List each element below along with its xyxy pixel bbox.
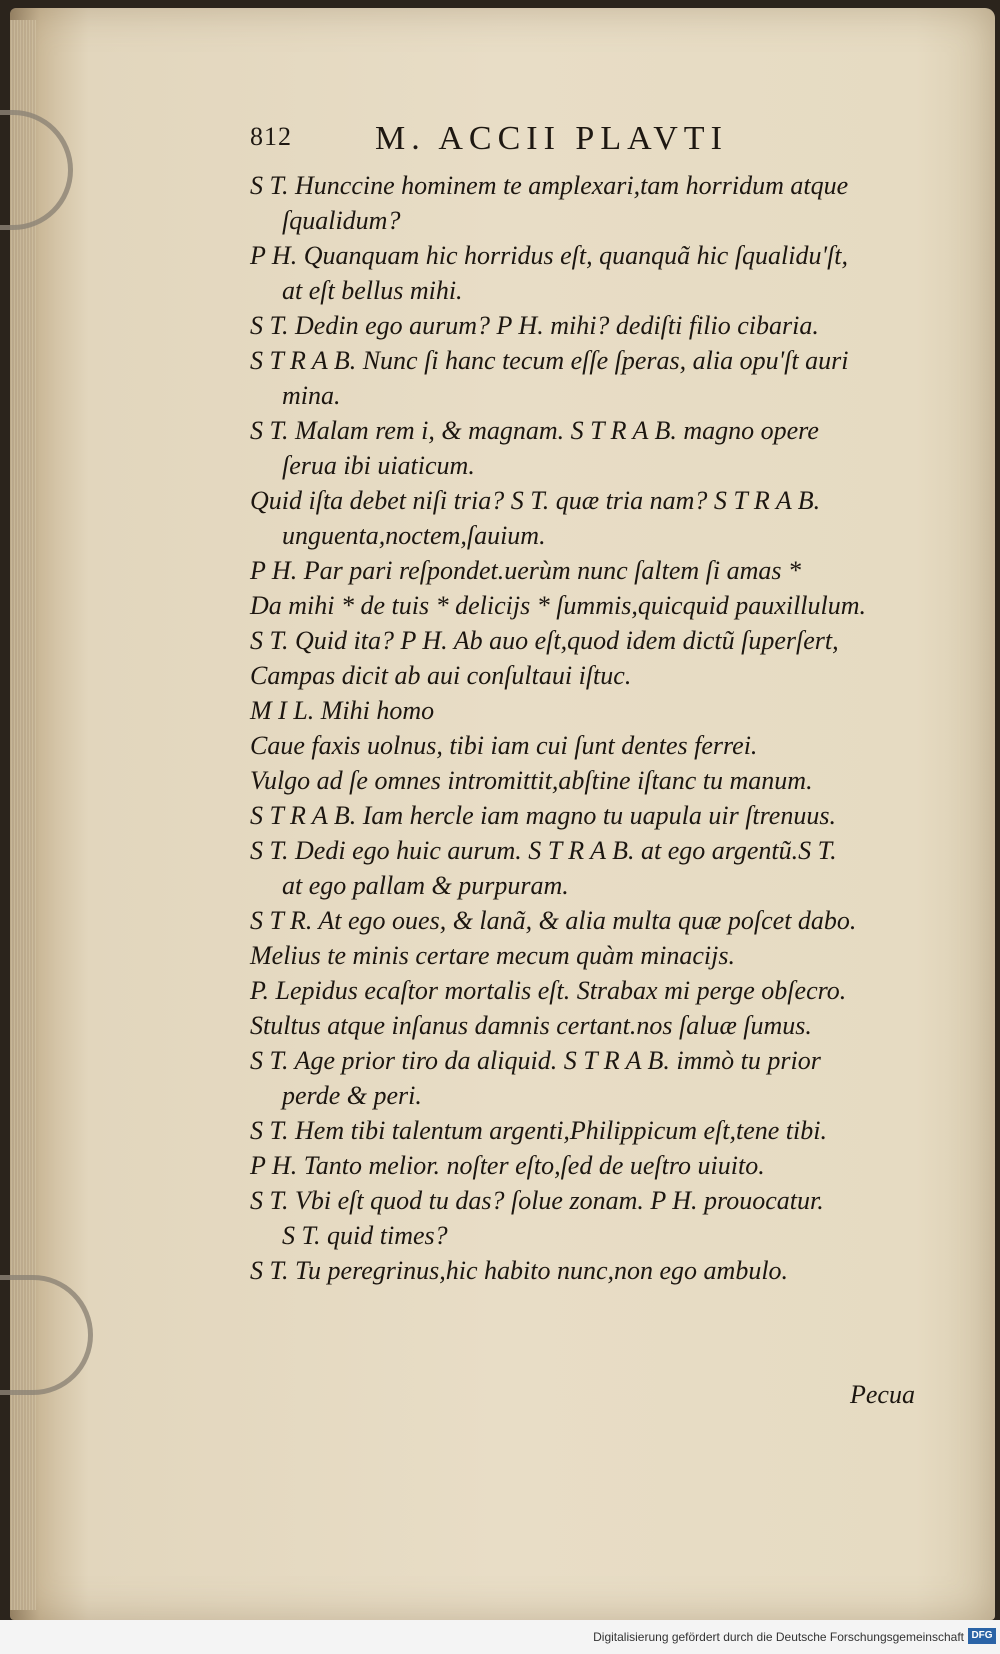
text-line: Stultus atque inſanus damnis certant.nos ſaluæ ſumus. bbox=[250, 1011, 812, 1040]
dfg-logo: DFG bbox=[968, 1628, 996, 1644]
text-line: S T. Dedin ego aurum? P H. mihi? dediſti filio cibaria. bbox=[250, 311, 819, 340]
text-line: S T. quid times? bbox=[282, 1221, 448, 1250]
text-line: Caue faxis uolnus, tibi iam cui ſunt dentes ferrei. bbox=[250, 731, 758, 760]
running-title: M. ACCII PLAVTI bbox=[375, 120, 728, 157]
footer-credit: Digitalisierung gefördert durch die Deutsche Forschungsgemeinschaft bbox=[593, 1630, 964, 1644]
catchword: Pecua bbox=[850, 1380, 915, 1409]
text-line: mina. bbox=[282, 381, 341, 410]
text-line: S T. Vbi eſt quod tu das? ſolue zonam. P H. prouocatur. bbox=[250, 1186, 824, 1215]
text-line: at eſt bellus mihi. bbox=[282, 276, 463, 305]
text-line: S T. Dedi ego huic aurum. S T R A B. at ego argentũ.S T. bbox=[250, 836, 837, 865]
text-line: Campas dicit ab aui conſultaui iſtuc. bbox=[250, 661, 632, 690]
text-line: S T. Tu peregrinus,hic habito nunc,non ego ambulo. bbox=[250, 1256, 789, 1285]
text-line: perde & peri. bbox=[282, 1081, 422, 1110]
text-line: S T. Hunccine hominem te amplexari,tam horridum atque bbox=[250, 171, 849, 200]
text-line: S T R A B. Iam hercle iam magno tu uapula uir ſtrenuus. bbox=[250, 801, 836, 830]
running-header bbox=[250, 120, 930, 160]
text-line: ſerua ibi uiaticum. bbox=[282, 451, 475, 480]
text-line: S T. Quid ita? P H. Ab auo eſt,quod idem dictũ ſuperſert, bbox=[250, 626, 839, 655]
digitization-footer bbox=[0, 1620, 1000, 1654]
text-line: S T R. At ego oues, & lanã, & alia multa quæ poſcet dabo. bbox=[250, 906, 857, 935]
text-line: P. Lepidus ecaſtor mortalis eſt. Strabax mi perge obſecro. bbox=[250, 976, 847, 1005]
text-line: S T R A B. Nunc ſi hanc tecum eſſe ſperas, alia opu'ſt auri bbox=[250, 346, 849, 375]
text-line: S T. Hem tibi talentum argenti,Philippicum eſt,tene tibi. bbox=[250, 1116, 827, 1145]
text-line: Vulgo ad ſe omnes intromittit,abſtine iſtanc tu manum. bbox=[250, 766, 813, 795]
play-text bbox=[250, 168, 940, 1288]
text-line: Da mihi * de tuis * delicijs * ſummis,quicquid pauxillulum. bbox=[250, 591, 867, 620]
text-line: P H. Tanto melior. noſter eſto,ſed de ueſtro uiuito. bbox=[250, 1151, 765, 1180]
text-line: M I L. Mihi homo bbox=[250, 696, 435, 725]
text-line: Melius te minis certare mecum quàm minacijs. bbox=[250, 941, 735, 970]
text-line: Quid iſta debet niſi tria? S T. quæ tria nam? S T R A B. bbox=[250, 486, 821, 515]
text-line: at ego pallam & purpuram. bbox=[282, 871, 569, 900]
text-line: P H. Par pari reſpondet.uerùm nunc ſaltem ſi amas * bbox=[250, 556, 802, 585]
text-line: S T. Age prior tiro da aliquid. S T R A B. immò tu prior bbox=[250, 1046, 821, 1075]
page-number: 812 bbox=[250, 122, 292, 151]
text-line: unguenta,noctem,ſauium. bbox=[282, 521, 546, 550]
text-line: ſqualidum? bbox=[282, 206, 401, 235]
text-line: P H. Quanquam hic horridus eſt, quanquã hic ſqualidu'ſt, bbox=[250, 241, 849, 270]
text-line: S T. Malam rem i, & magnam. S T R A B. magno opere bbox=[250, 416, 819, 445]
